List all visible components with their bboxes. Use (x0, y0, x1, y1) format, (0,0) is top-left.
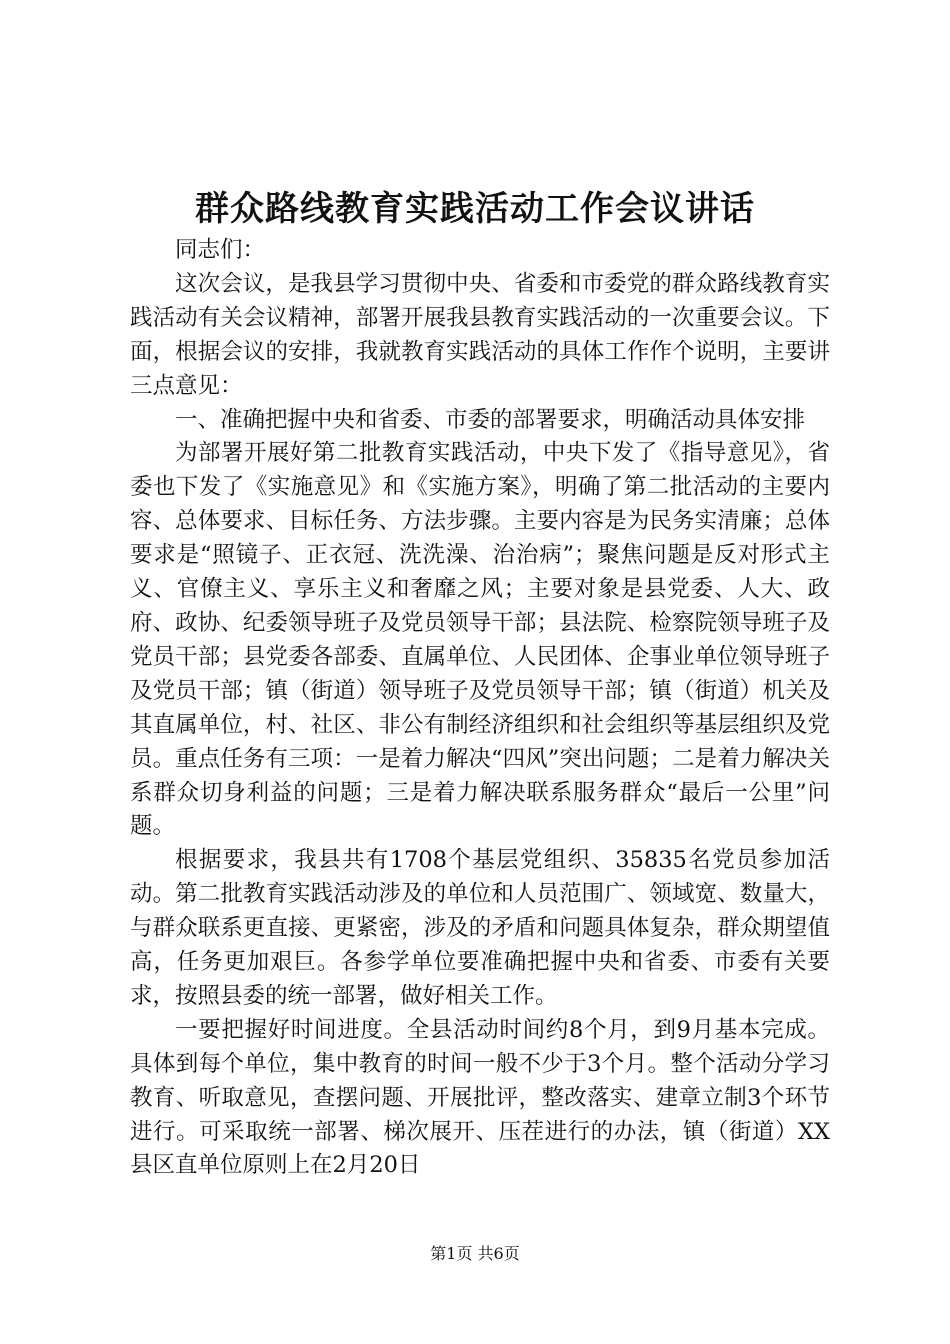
section-heading-1: 一、准确把握中央和省委、市委的部署要求，明确活动具体安排 (175, 406, 806, 433)
paragraph-requirements: 为部署开展好第二批教育实践活动，中央下发了《指导意见》，省委也下发了《实施意见》和《实施方案》，明确了第二批活动的主要内容、总体要求、目标任务、方法步骤。主要内容是为民务实清廉；总体要求是“照镜子、正衣冠、洗洗澡、治治病”；聚焦问题是反对形式主义、官僚主义、享乐主义和奢靡之风；主要对象是县党委、人大、政府、政协、纪委领导班子及党员领导干部；县法院、检察院领导班子及党员干部；县党委各部委、直属单位、人民团体、企事业单位领导班子及党员干部；镇（街道）领导班子及党员领导干部；镇（街道）机关及其直属单位，村、社区、非公有制经济组织和社会组织等基层组织及党员。重点任务有三项：一是着力解决“四风”突出问题；二是着力解决关系群众切身利益的问题；三是着力解决联系服务群众“最后一公里”问题。 (130, 440, 830, 840)
document-title: 群众路线教育实践活动工作会议讲话 (195, 189, 755, 229)
paragraph-scope: 根据要求，我县共有1708个基层党组织、35835名党员参加活动。第二批教育实践活动涉及的单位和人员范围广、领域宽、数量大，与群众联系更直接、更紧密，涉及的矛盾和问题具体复杂，群众期望值高，任务更加艰巨。各参学单位要准确把握中央和省委、市委有关要求，按照县委的统一部署，做好相关工作。 (130, 847, 830, 1009)
page-footer: 第1页 共6页 (430, 1244, 520, 1263)
paragraph-schedule: 一要把握好时间进度。全县活动时间约8个月，到9月基本完成。具体到每个单位，集中教育的时间一般不少于3个月。整个活动分学习教育、听取意见，查摆问题、开展批评，整改落实、建章立制3个环节进行。可采取统一部署、梯次展开、压茬进行的办法，镇（街道）XX县区直单位原则上在2月20日 (130, 1016, 830, 1179)
document-body (130, 234, 830, 1183)
paragraph-intro: 这次会议，是我县学习贯彻中央、省委和市委党的群众路线教育实践活动有关会议精神，部署开展我县教育实践活动的一次重要会议。下面，根据会议的安排，我就教育实践活动的具体工作作个说明，主要讲三点意见： (130, 270, 830, 399)
salutation: 同志们： (175, 237, 266, 263)
